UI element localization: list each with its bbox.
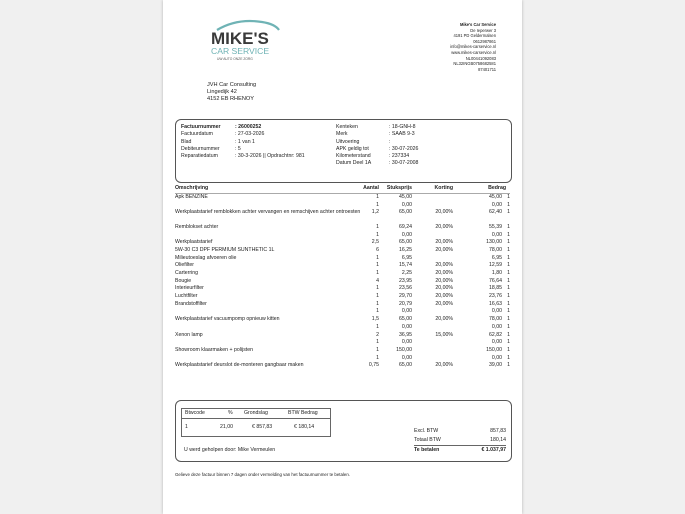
company-line: info@mikes-carservice.nl <box>450 44 496 50</box>
line-items-body <box>175 194 510 370</box>
row-amount: 130,00 <box>486 239 502 246</box>
row-unit-price: 23,56 <box>399 285 412 292</box>
row-quantity: 1 <box>376 300 379 307</box>
vat-pct: 21,00 <box>220 424 233 430</box>
row-amount: 150,00 <box>486 346 502 353</box>
helped-by: U werd geholpen door: Mike Vermeulen <box>184 447 276 453</box>
row-vat-code: 1 <box>507 223 510 230</box>
row-unit-price: 69,24 <box>399 223 412 230</box>
table-row <box>175 293 510 301</box>
row-quantity: 1 <box>376 293 379 300</box>
row-amount: 0,00 <box>491 339 502 346</box>
total-label: Totaal BTW <box>414 437 441 443</box>
invoice-page <box>163 0 522 514</box>
info-label: Datum Deel 1A <box>336 160 372 167</box>
row-discount: 20,00% <box>435 246 453 253</box>
info-label: Blad <box>181 138 192 145</box>
table-row <box>175 355 510 363</box>
invoice-line-items <box>175 185 510 370</box>
invoice-totals <box>414 427 506 455</box>
row-amount: 1,80 <box>491 270 502 276</box>
row-quantity: 2 <box>376 331 379 338</box>
table-row <box>175 247 510 255</box>
row-amount: 78,00 <box>489 246 502 253</box>
row-vat-code: 1 <box>507 362 510 369</box>
row-amount: 12,59 <box>489 262 502 269</box>
row-vat-code: 1 <box>507 246 510 253</box>
row-description: Milieutoeslag afvoeren olie <box>175 254 237 261</box>
row-amount: 0,00 <box>491 201 502 208</box>
vat-header-base: Grondslag <box>244 410 268 416</box>
company-line: NL32INGB0758682581 <box>453 61 496 67</box>
row-quantity: 1 <box>376 201 379 208</box>
row-unit-price: 0,00 <box>401 354 412 361</box>
table-row <box>175 270 510 278</box>
row-unit-price: 2,25 <box>401 270 412 276</box>
vat-base: € 857,83 <box>252 424 273 430</box>
vat-row <box>182 423 330 432</box>
row-discount: 20,00% <box>435 239 453 246</box>
row-description: Remblokset achter <box>175 223 219 230</box>
invoice-info-left <box>181 124 305 160</box>
company-name: Mike's Car Service <box>459 22 496 27</box>
row-vat-code: 1 <box>507 262 510 269</box>
row-unit-price: 0,00 <box>401 308 412 315</box>
info-value: : 30-3-2026 || Opdrachtnr: 981 <box>235 153 305 160</box>
table-row <box>175 301 510 309</box>
row-quantity: 1 <box>376 346 379 353</box>
row-vat-code: 1 <box>507 346 510 353</box>
row-quantity: 1 <box>376 339 379 346</box>
info-value: : 26000252 <box>235 124 262 130</box>
row-amount: 76,64 <box>489 277 502 284</box>
total-label: Excl. BTW <box>414 428 439 434</box>
table-row <box>175 324 510 332</box>
row-discount: 20,00% <box>435 277 453 284</box>
row-amount: 6,95 <box>491 254 502 261</box>
table-row <box>175 224 510 232</box>
row-discount: 20,00% <box>435 293 453 300</box>
row-unit-price: 65,00 <box>399 316 412 323</box>
row-vat-code: 1 <box>507 270 510 276</box>
row-quantity: 0,75 <box>368 362 379 369</box>
row-vat-code: 1 <box>507 201 510 208</box>
customer-street: Lingedijk 42 <box>207 89 237 95</box>
invoice-info-box <box>175 119 512 183</box>
row-discount: 20,00% <box>435 223 453 230</box>
table-row <box>175 285 510 293</box>
row-quantity: 4 <box>376 277 379 284</box>
info-value: : 30-07-2026 <box>389 145 419 152</box>
row-unit-price: 23,95 <box>399 277 412 284</box>
row-discount: 15,00% <box>435 331 453 338</box>
vat-header-row <box>182 409 330 419</box>
total-value: 857,83 <box>490 428 506 434</box>
total-row <box>414 427 506 436</box>
info-value: : 30-07-2008 <box>389 160 419 167</box>
company-logo <box>207 16 287 66</box>
customer-address <box>207 82 256 103</box>
payment-terms: Gelieve deze factuur binnen 7 dagen onder vermelding van het factuurnummer te betalen. <box>175 472 351 477</box>
info-value: : 18-GNH-8 <box>389 124 416 130</box>
company-line: 4191 PD Geldermalsen <box>453 33 496 39</box>
logo-line2: CAR SERVICE <box>211 46 270 56</box>
vat-amount: € 180,14 <box>294 424 315 430</box>
table-row <box>175 262 510 270</box>
row-amount: 16,63 <box>489 300 502 307</box>
row-unit-price: 150,00 <box>396 346 412 353</box>
row-amount: 78,00 <box>489 316 502 323</box>
row-amount: 62,82 <box>489 331 502 338</box>
row-discount: 20,00% <box>435 262 453 269</box>
vat-header-pct: % <box>228 410 233 416</box>
header-unit-price: Stuksprijs <box>386 185 412 191</box>
info-value: : SAAB 9-3 <box>389 131 415 138</box>
row-quantity: 1 <box>376 354 379 361</box>
row-unit-price: 20,79 <box>399 300 412 307</box>
total-value: € 1.037,97 <box>481 447 506 453</box>
row-description: Brandstoffilter <box>175 300 207 307</box>
info-label: APK geldig tot <box>336 145 369 152</box>
row-quantity: 6 <box>376 246 379 253</box>
row-description: Carterring <box>175 270 199 276</box>
row-quantity: 2,5 <box>371 239 379 246</box>
company-line: www.mikes-carservice.nl <box>451 49 496 55</box>
row-unit-price: 65,00 <box>399 239 412 246</box>
row-amount: 0,00 <box>491 231 502 238</box>
table-row <box>175 316 510 324</box>
row-vat-code: 1 <box>507 308 510 315</box>
row-description: Werkplaatstarief vacuumpomp opnieuw kitten <box>175 316 280 323</box>
row-description: Showroom klaarmaken + polijsten <box>175 346 253 353</box>
info-label: Factuurnummer <box>181 124 221 130</box>
row-vat-code: 1 <box>507 194 510 200</box>
row-vat-code: 1 <box>507 339 510 346</box>
row-unit-price: 29,70 <box>399 293 412 300</box>
row-description: Werkplaatstarief remblokken achter vervangen en remschijven achter ontroesten <box>175 209 361 216</box>
company-line: 87401711 <box>478 66 496 72</box>
vat-code: 1 <box>185 424 188 430</box>
customer-name: JVH Car Consulting <box>207 82 257 88</box>
total-label: Te betalen <box>414 447 440 453</box>
invoice-info-right <box>336 124 418 168</box>
vat-summary-box <box>175 400 512 462</box>
row-unit-price: 0,00 <box>401 339 412 346</box>
row-quantity: 1 <box>376 262 379 269</box>
row-unit-price: 65,00 <box>399 209 412 216</box>
header-amount: Bedrag <box>488 185 506 191</box>
vat-table <box>181 408 331 437</box>
company-line: 0612987861 <box>473 38 496 44</box>
table-row <box>175 232 510 240</box>
company-line: NL00441092083 <box>465 55 496 61</box>
company-address <box>450 22 496 72</box>
row-vat-code: 1 <box>507 300 510 307</box>
row-unit-price: 0,00 <box>401 201 412 208</box>
row-quantity: 1,5 <box>371 316 379 323</box>
table-row <box>175 339 510 347</box>
company-line: De Ieperwer 3 <box>470 27 496 33</box>
table-row <box>175 362 510 370</box>
row-description: Apk BENZINE <box>175 194 208 200</box>
total-due-row <box>414 445 506 455</box>
row-amount: 0,00 <box>491 308 502 315</box>
table-row <box>175 347 510 355</box>
vat-header-code: Btwcode <box>185 410 205 416</box>
row-vat-code: 1 <box>507 239 510 246</box>
info-value: : 237334 <box>389 153 410 160</box>
row-amount: 0,00 <box>491 323 502 330</box>
row-unit-price: 0,00 <box>401 323 412 330</box>
row-quantity: 1 <box>376 194 379 200</box>
row-amount: 39,00 <box>489 362 502 369</box>
row-description: Luchtfilter <box>175 293 198 300</box>
row-discount: 20,00% <box>435 285 453 292</box>
info-label: Merk <box>336 131 348 138</box>
row-discount: 20,00% <box>435 300 453 307</box>
row-description: Xenon lamp <box>175 331 203 338</box>
row-discount: 20,00% <box>435 316 453 323</box>
info-label: Reparatiedatum <box>181 153 218 160</box>
logo-line1: MIKE'S <box>211 29 269 48</box>
info-label: Factuurdatum <box>181 131 214 138</box>
header-discount: Korting <box>434 185 453 191</box>
row-discount: 20,00% <box>435 362 453 369</box>
row-amount: 62,40 <box>489 209 502 216</box>
row-quantity: 1 <box>376 231 379 238</box>
info-label: Kenteken <box>336 124 358 130</box>
row-amount: 0,00 <box>491 354 502 361</box>
row-quantity: 1,2 <box>371 209 379 216</box>
row-vat-code: 1 <box>507 209 510 216</box>
table-row <box>175 202 510 210</box>
row-quantity: 1 <box>376 323 379 330</box>
row-quantity: 1 <box>376 223 379 230</box>
table-header <box>175 185 510 194</box>
row-unit-price: 36,95 <box>399 331 412 338</box>
table-row <box>175 239 510 247</box>
table-row <box>175 332 510 340</box>
info-value: : <box>389 138 391 145</box>
row-vat-code: 1 <box>507 231 510 238</box>
info-value: : 27-03-2026 <box>235 131 265 138</box>
row-amount: 18,85 <box>489 285 502 292</box>
table-row <box>175 209 510 224</box>
row-unit-price: 16,25 <box>399 246 412 253</box>
row-amount: 23,76 <box>489 293 502 300</box>
row-vat-code: 1 <box>507 277 510 284</box>
row-unit-price: 45,00 <box>399 194 412 200</box>
header-quantity: Aantal <box>363 185 379 191</box>
row-description: 5W-30 C3 DPF PERMIUM SUNTHETIC 1L <box>175 246 275 253</box>
row-unit-price: 65,00 <box>399 362 412 369</box>
row-quantity: 1 <box>376 285 379 292</box>
row-quantity: 1 <box>376 254 379 261</box>
row-amount: 55,39 <box>489 223 502 230</box>
row-vat-code: 1 <box>507 285 510 292</box>
row-description: Werkplaatstarief deurslot de-monteren gangbaar maken <box>175 362 304 369</box>
row-description: Interieurfilter <box>175 285 204 292</box>
row-unit-price: 15,74 <box>399 262 412 269</box>
row-vat-code: 1 <box>507 323 510 330</box>
table-row <box>175 308 510 316</box>
logo-tagline: UW AUTO ONZE ZORG <box>217 57 253 61</box>
header-description: Omschrijving <box>175 185 209 191</box>
info-label: Kilometerstand <box>336 153 371 160</box>
row-unit-price: 0,00 <box>401 231 412 238</box>
row-unit-price: 6,95 <box>401 254 412 261</box>
info-value: : 5 <box>235 145 241 152</box>
row-vat-code: 1 <box>507 254 510 261</box>
row-quantity: 1 <box>376 270 379 276</box>
row-discount: 20,00% <box>435 270 453 276</box>
table-row <box>175 194 510 202</box>
info-label: Uitvoering <box>336 138 360 145</box>
total-value: 180,14 <box>490 437 506 443</box>
row-quantity: 1 <box>376 308 379 315</box>
row-discount: 20,00% <box>435 209 453 216</box>
info-value: : 1 van 1 <box>235 138 255 145</box>
row-vat-code: 1 <box>507 354 510 361</box>
table-row <box>175 255 510 263</box>
row-amount: 45,00 <box>489 194 502 200</box>
vat-header-amount: BTW Bedrag <box>288 410 318 416</box>
info-label: Debiteurnummer <box>181 145 220 152</box>
row-vat-code: 1 <box>507 293 510 300</box>
row-vat-code: 1 <box>507 331 510 338</box>
total-row <box>414 436 506 445</box>
row-vat-code: 1 <box>507 316 510 323</box>
row-description: Bougie <box>175 277 192 284</box>
table-row <box>175 278 510 286</box>
customer-city: 4152 EB RHENOY <box>207 96 254 102</box>
row-description: Werkplaatstarief <box>175 239 213 246</box>
row-description: Oliefilter <box>175 262 195 269</box>
